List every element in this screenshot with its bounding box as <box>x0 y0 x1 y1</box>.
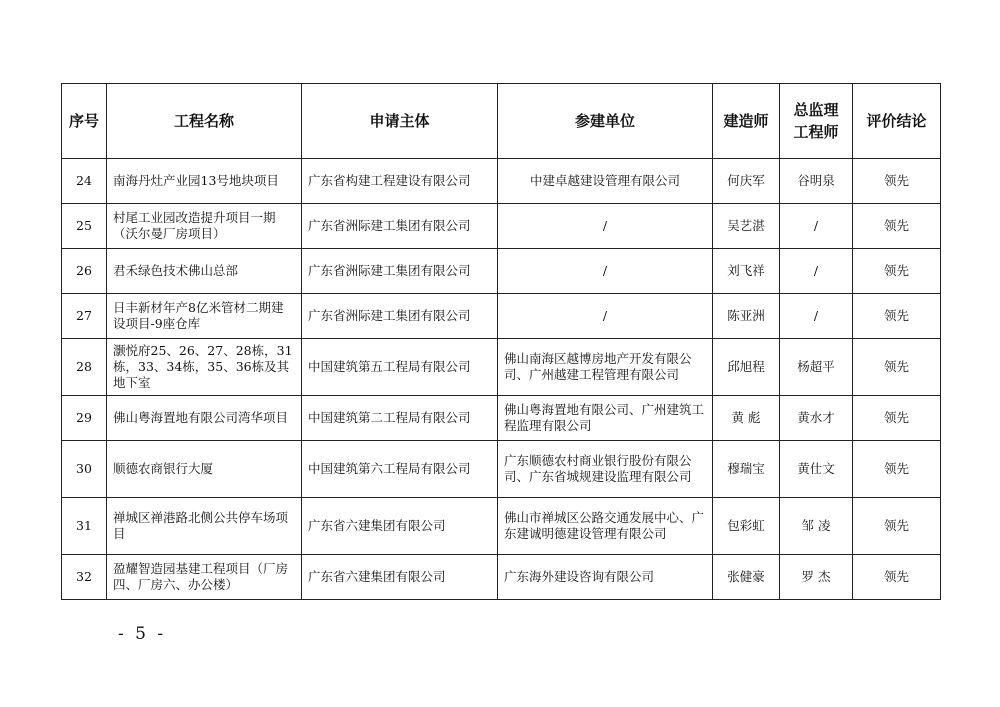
cell-conclusion: 领先 <box>853 204 941 249</box>
cell-participants: 广东顺德农村商业银行股份有限公司、广东省城规建设监理有限公司 <box>498 441 713 498</box>
cell-applicant: 中国建筑第五工程局有限公司 <box>302 339 498 396</box>
header-builder: 建造师 <box>713 84 780 159</box>
cell-conclusion: 领先 <box>853 396 941 441</box>
header-index: 序号 <box>62 84 107 159</box>
table-row <box>62 159 941 204</box>
cell-project: 佛山粤海置地有限公司湾华项目 <box>107 396 302 441</box>
cell-index: 29 <box>62 396 107 441</box>
cell-builder: 刘飞祥 <box>713 249 780 294</box>
header-project: 工程名称 <box>107 84 302 159</box>
cell-builder: 黄 彪 <box>713 396 780 441</box>
cell-supervisor: 罗 杰 <box>780 555 853 600</box>
cell-conclusion: 领先 <box>853 294 941 339</box>
cell-index: 25 <box>62 204 107 249</box>
cell-conclusion: 领先 <box>853 249 941 294</box>
cell-index: 31 <box>62 498 107 555</box>
cell-applicant: 广东省构建工程建设有限公司 <box>302 159 498 204</box>
cell-participants: / <box>498 294 713 339</box>
cell-applicant: 广东省洲际建工集团有限公司 <box>302 204 498 249</box>
table-header-row <box>62 84 941 159</box>
cell-supervisor: / <box>780 294 853 339</box>
table-row <box>62 498 941 555</box>
cell-index: 27 <box>62 294 107 339</box>
cell-project: 南海丹灶产业园13号地块项目 <box>107 159 302 204</box>
table-row <box>62 339 941 396</box>
cell-supervisor: 谷明泉 <box>780 159 853 204</box>
cell-index: 26 <box>62 249 107 294</box>
cell-supervisor: / <box>780 249 853 294</box>
cell-project: 盈耀智造园基建工程项目（厂房四、厂房六、办公楼） <box>107 555 302 600</box>
cell-project: 日丰新材年产8亿米管材二期建设项目-9座仓库 <box>107 294 302 339</box>
evaluation-table <box>61 83 941 600</box>
cell-conclusion: 领先 <box>853 441 941 498</box>
cell-conclusion: 领先 <box>853 498 941 555</box>
cell-builder: 何庆军 <box>713 159 780 204</box>
header-applicant: 申请主体 <box>302 84 498 159</box>
cell-applicant: 广东省洲际建工集团有限公司 <box>302 294 498 339</box>
cell-builder: 张健豪 <box>713 555 780 600</box>
cell-participants: 佛山市禅城区公路交通发展中心、广东建诚明德建设管理有限公司 <box>498 498 713 555</box>
cell-supervisor: 邹 凌 <box>780 498 853 555</box>
table-row <box>62 294 941 339</box>
cell-builder: 邱旭程 <box>713 339 780 396</box>
cell-applicant: 广东省六建集团有限公司 <box>302 498 498 555</box>
cell-index: 24 <box>62 159 107 204</box>
cell-applicant: 广东省六建集团有限公司 <box>302 555 498 600</box>
table-row <box>62 396 941 441</box>
cell-builder: 包彩虹 <box>713 498 780 555</box>
cell-applicant: 中国建筑第二工程局有限公司 <box>302 396 498 441</box>
header-participants: 参建单位 <box>498 84 713 159</box>
cell-project: 灏悦府25、26、27、28栋，31栋，33、34栋，35、36栋及其地下室 <box>107 339 302 396</box>
cell-participants: 中建卓越建设管理有限公司 <box>498 159 713 204</box>
cell-builder: 穆瑞宝 <box>713 441 780 498</box>
cell-participants: / <box>498 204 713 249</box>
cell-supervisor: / <box>780 204 853 249</box>
cell-conclusion: 领先 <box>853 339 941 396</box>
cell-participants: 佛山南海区越博房地产开发有限公司、广州越建工程管理有限公司 <box>498 339 713 396</box>
cell-conclusion: 领先 <box>853 555 941 600</box>
cell-supervisor: 黄仕文 <box>780 441 853 498</box>
table-row <box>62 441 941 498</box>
cell-conclusion: 领先 <box>853 159 941 204</box>
cell-supervisor: 黄水才 <box>780 396 853 441</box>
cell-participants: / <box>498 249 713 294</box>
cell-project: 禅城区禅港路北侧公共停车场项目 <box>107 498 302 555</box>
cell-applicant: 广东省洲际建工集团有限公司 <box>302 249 498 294</box>
cell-project: 村尾工业园改造提升项目一期（沃尔曼厂房项目） <box>107 204 302 249</box>
cell-index: 28 <box>62 339 107 396</box>
cell-participants: 广东海外建设咨询有限公司 <box>498 555 713 600</box>
cell-project: 顺德农商银行大厦 <box>107 441 302 498</box>
cell-index: 30 <box>62 441 107 498</box>
header-supervisor-line1: 总监理 <box>793 101 839 119</box>
cell-project: 君禾绿色技术佛山总部 <box>107 249 302 294</box>
header-supervisor-line2: 工程师 <box>793 123 839 141</box>
cell-supervisor: 杨超平 <box>780 339 853 396</box>
header-conclusion: 评价结论 <box>853 84 941 159</box>
table-row <box>62 555 941 600</box>
cell-index: 32 <box>62 555 107 600</box>
cell-applicant: 中国建筑第六工程局有限公司 <box>302 441 498 498</box>
cell-builder: 陈亚洲 <box>713 294 780 339</box>
table-row <box>62 204 941 249</box>
table-row <box>62 249 941 294</box>
header-supervisor <box>780 84 853 159</box>
page-number: - 5 - <box>118 624 167 644</box>
cell-participants: 佛山粤海置地有限公司、广州建筑工程监理有限公司 <box>498 396 713 441</box>
cell-builder: 吴艺湛 <box>713 204 780 249</box>
